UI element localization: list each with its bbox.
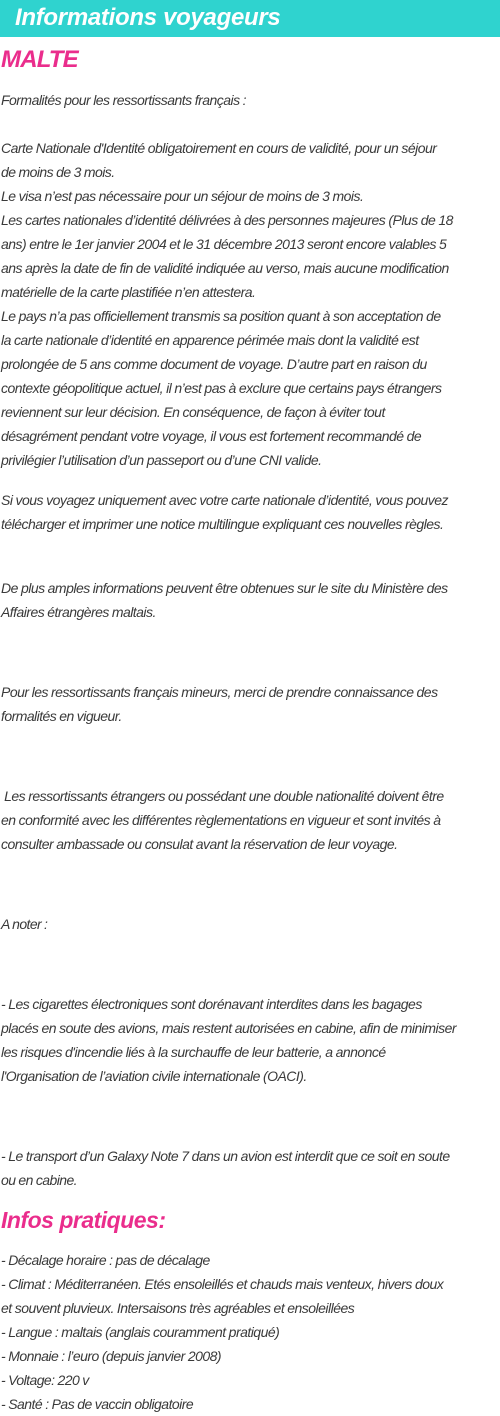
text-line: privilégier l’utilisation d’un passeport ou d’une CNI valide. xyxy=(1,452,322,468)
list-item: et souvent pluvieux. Intersaisons très agréables et ensoleillées xyxy=(1,1300,355,1316)
text-line: formalités en vigueur. xyxy=(1,708,122,724)
text-line: reviennent sur leur décision. En conséquence, de façon à éviter tout xyxy=(1,404,385,420)
formalites-block-mineurs xyxy=(1,680,499,728)
text-line: Formalités pour les ressortissants français : xyxy=(1,92,246,108)
text-line: A noter : xyxy=(1,916,48,932)
note-galaxy xyxy=(1,1144,499,1192)
text-line: télécharger et imprimer une notice multilingue expliquant ces nouvelles règles. xyxy=(1,516,444,532)
text-line: prolongée de 5 ans comme document de voyage. D’autre part en raison du xyxy=(1,356,427,372)
text-line: Affaires étrangères maltais. xyxy=(1,604,156,620)
list-item: - Santé : Pas de vaccin obligatoire xyxy=(1,1396,194,1412)
text-line: en conformité avec les différentes règlementations en vigueur et sont invités à xyxy=(1,812,441,828)
note-label xyxy=(1,912,499,936)
text-line: les risques d'incendie liés à la surchauffe de leur batterie, a annoncé xyxy=(1,1044,386,1060)
text-line: ou en cabine. xyxy=(1,1172,77,1188)
text-line: Carte Nationale d'Identité obligatoirement en cours de validité, pour un séjour xyxy=(1,140,437,156)
list-item: - Climat : Méditerranéen. Etés ensoleillés et chauds mais venteux, hivers doux xyxy=(1,1276,444,1292)
infos-pratiques-title: Infos pratiques: xyxy=(1,1207,166,1233)
section-header-banner xyxy=(0,0,500,37)
text-line: l'Organisation de l’aviation civile internationale (OACI). xyxy=(1,1068,307,1084)
formalites-block-notice xyxy=(1,488,499,536)
text-line: placés en soute des avions, mais restent autorisées en cabine, afin de minimiser xyxy=(1,1020,456,1036)
formalites-block-ministere xyxy=(1,576,499,624)
text-line: Le visa n’est pas nécessaire pour un séjour de moins de 3 mois. xyxy=(1,188,364,204)
text-line: consulter ambassade ou consulat avant la réservation de leur voyage. xyxy=(1,836,398,852)
text-line: - Les cigarettes électroniques sont dorénavant interdites dans les bagages xyxy=(1,996,422,1012)
note-cigarettes xyxy=(1,992,499,1088)
text-line: la carte nationale d’identité en apparence périmée mais dont la validité est xyxy=(1,332,419,348)
text-line: Si vous voyagez uniquement avec votre carte nationale d’identité, vous pouvez xyxy=(1,492,449,508)
text-line: Les cartes nationales d’identité délivrées à des personnes majeures (Plus de 18 xyxy=(1,212,453,228)
list-item: - Monnaie : l’euro (depuis janvier 2008) xyxy=(1,1348,221,1364)
text-line: matérielle de la carte plastifiée n’en attestera. xyxy=(1,284,256,300)
infos-pratiques-list xyxy=(1,1248,499,1416)
text-line: contexte géopolitique actuel, il n’est pas à exclure que certains pays étrangers xyxy=(1,380,442,396)
formalites-intro xyxy=(1,88,499,112)
text-line: - Le transport d’un Galaxy Note 7 dans un avion est interdit que ce soit en soute xyxy=(1,1148,450,1164)
country-title: MALTE xyxy=(1,46,78,73)
list-item: - Voltage: 220 v xyxy=(1,1372,89,1388)
text-line: Pour les ressortissants français mineurs, merci de prendre connaissance des xyxy=(1,684,438,700)
formalites-block-etrangers xyxy=(1,784,499,856)
formalites-block-cni xyxy=(1,136,499,472)
text-line: désagrément pendant votre voyage, il vous est fortement recommandé de xyxy=(1,428,422,444)
text-line: ans) entre le 1er janvier 2004 et le 31 décembre 2013 seront encore valables 5 xyxy=(1,236,447,252)
list-item: - Langue : maltais (anglais couramment pratiqué) xyxy=(1,1324,280,1340)
section-header-title: Informations voyageurs xyxy=(15,4,281,31)
text-line: Les ressortissants étrangers ou possédant une double nationalité doivent être xyxy=(1,788,444,804)
text-line: de moins de 3 mois. xyxy=(1,164,115,180)
text-line: De plus amples informations peuvent être obtenues sur le site du Ministère des xyxy=(1,580,448,596)
list-item: - Décalage horaire : pas de décalage xyxy=(1,1252,210,1268)
text-line: Le pays n’a pas officiellement transmis sa position quant à son acceptation de xyxy=(1,308,441,324)
text-line: ans après la date de fin de validité indiquée au verso, mais aucune modification xyxy=(1,260,449,276)
